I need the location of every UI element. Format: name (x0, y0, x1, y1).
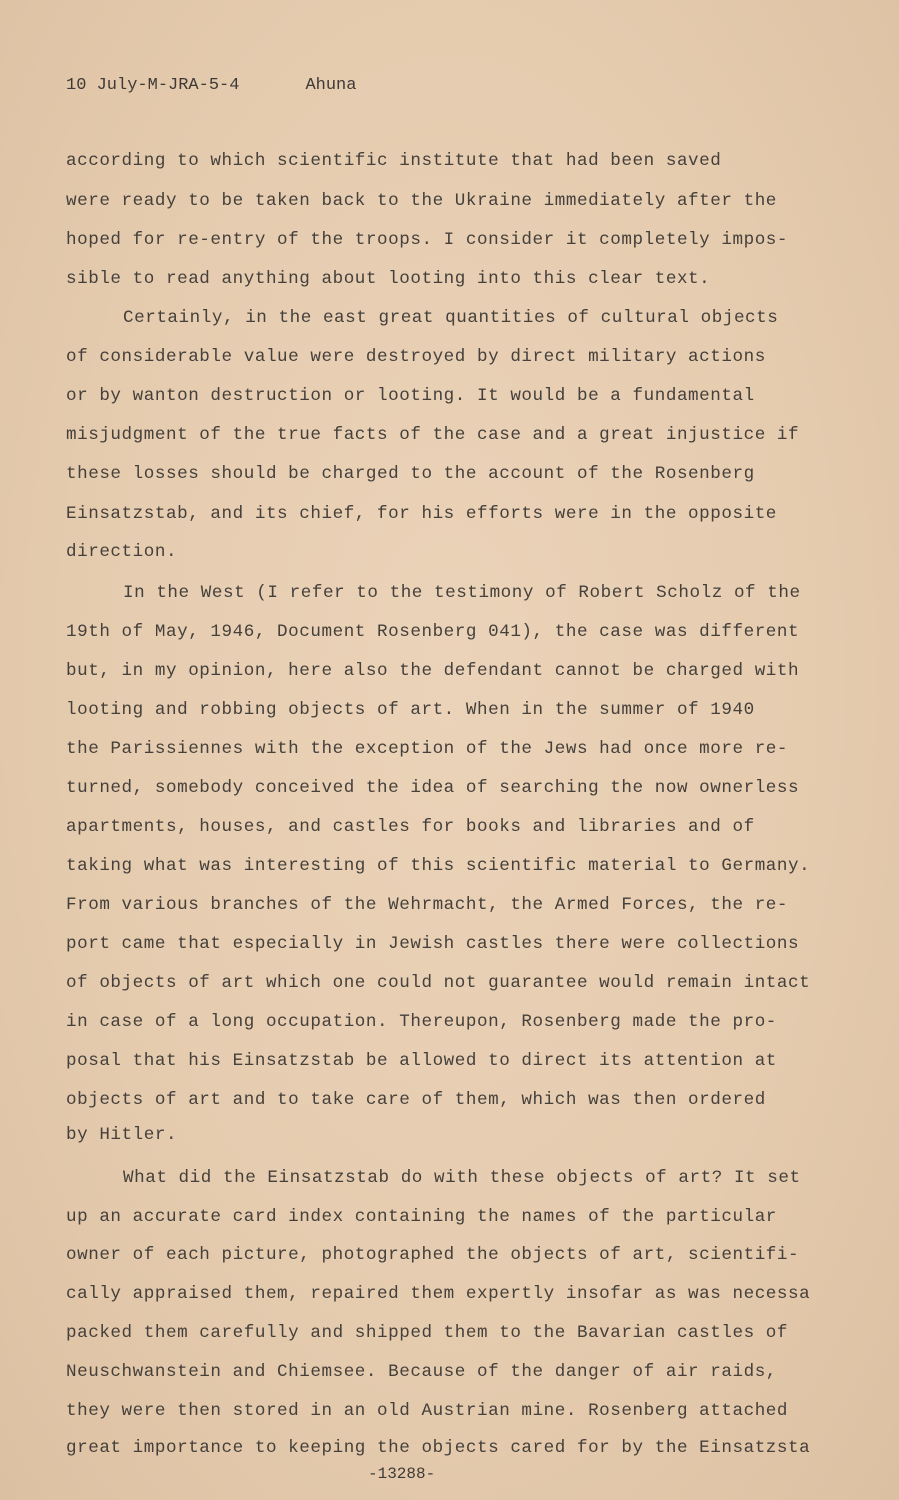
text-line: 19th of May, 1946, Document Rosenberg 041), the case was different (66, 622, 800, 642)
text-line: in case of a long occupation. Thereupon, Rosenberg made the pro- (66, 1012, 777, 1032)
text-line: or by wanton destruction or looting. It would be a fundamental (66, 386, 755, 406)
text-line: of objects of art which one could not guarantee would remain intact (66, 973, 811, 993)
text-line: great importance to keeping the objects cared for by the Einsatzsta (66, 1438, 811, 1458)
text-line: they were then stored in an old Austrian mine. Rosenberg attached (66, 1401, 789, 1421)
text-line: by Hitler. (66, 1125, 178, 1145)
text-line: In the West (I refer to the testimony of Robert Scholz of the (123, 583, 801, 603)
text-line: Neuschwanstein and Chiemsee. Because of the danger of air raids, (66, 1362, 777, 1382)
typist-name: Ahuna (305, 76, 357, 95)
text-line: misjudgment of the true facts of the case and a great injustice if (66, 425, 800, 445)
text-line: looting and robbing objects of art. When in the summer of 1940 (66, 700, 755, 720)
text-line: up an accurate card index containing the names of the particular (66, 1207, 777, 1227)
text-line: turned, somebody conceived the idea of searching the now ownerless (66, 778, 800, 798)
text-line: these losses should be charged to the account of the Rosenberg (66, 464, 755, 484)
text-line: posal that his Einsatzstab be allowed to direct its attention at (66, 1051, 777, 1071)
text-line: port came that especially in Jewish castles there were collections (66, 934, 800, 954)
text-line: hoped for re-entry of the troops. I consider it completely impos- (66, 230, 789, 250)
text-line: direction. (66, 542, 178, 562)
text-line: What did the Einsatzstab do with these objects of art? It set (123, 1168, 801, 1188)
text-line: taking what was interesting of this scientific material to Germany. (66, 856, 811, 876)
text-line: of considerable value were destroyed by direct military actions (66, 347, 766, 367)
text-line: the Parissiennes with the exception of the Jews had once more re- (66, 739, 789, 759)
text-line: according to which scientific institute that had been saved (66, 151, 722, 171)
text-line: owner of each picture, photographed the objects of art, scientifi- (66, 1245, 800, 1265)
text-line: packed them carefully and shipped them to the Bavarian castles of (66, 1323, 789, 1343)
text-line: cally appraised them, repaired them expertly insofar as was necessa (66, 1284, 811, 1304)
page-header (66, 76, 356, 95)
text-line: From various branches of the Wehrmacht, the Armed Forces, the re- (66, 895, 789, 915)
text-line: objects of art and to take care of them, which was then ordered (66, 1090, 766, 1110)
text-line: apartments, houses, and castles for books and libraries and of (66, 817, 755, 837)
text-line: were ready to be taken back to the Ukraine immediately after the (66, 191, 777, 211)
text-line: but, in my opinion, here also the defendant cannot be charged with (66, 661, 800, 681)
text-line: Certainly, in the east great quantities of cultural objects (123, 308, 779, 328)
text-line: Einsatzstab, and its chief, for his efforts were in the opposite (66, 504, 777, 524)
session-code: 10 July-M-JRA-5-4 (66, 76, 240, 95)
page-number: -13288- (368, 1465, 436, 1483)
text-line: sible to read anything about looting into this clear text. (66, 269, 711, 289)
